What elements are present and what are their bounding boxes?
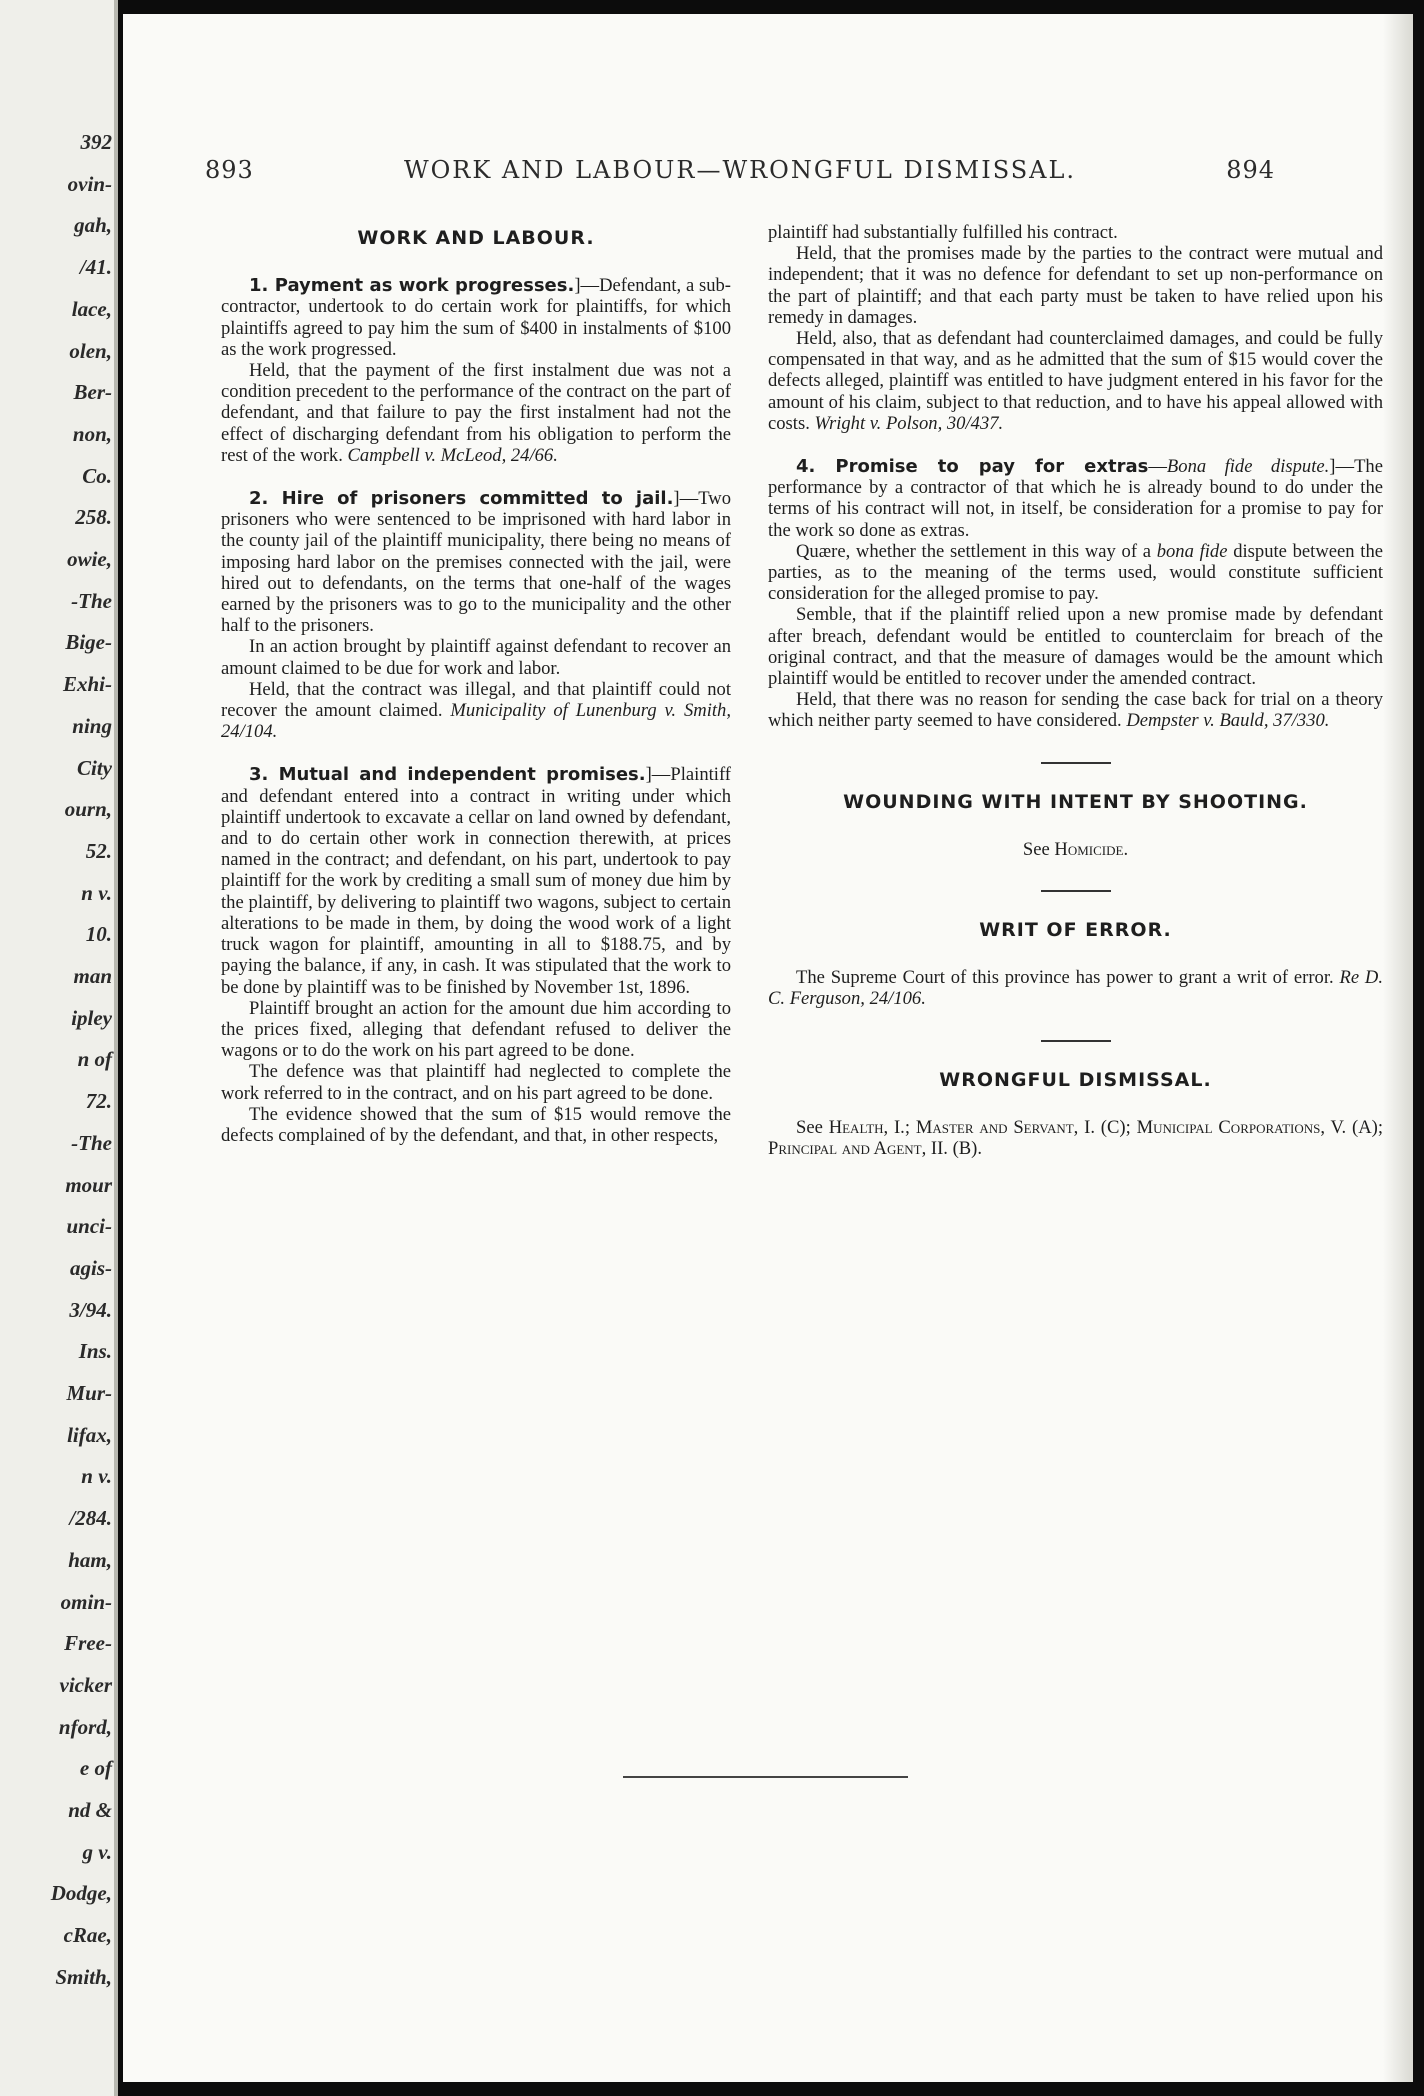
margin-fragment: owie, [67, 547, 112, 571]
margin-fragment: n v. [81, 880, 112, 905]
margin-fragment: Bige- [65, 630, 112, 655]
entry-3-text: ]—Plaintiff and defendant entered into a contract in writing under which plaintiff undertook to excavate a cellar on land owned by defendant, and to do certain other work in connection therewith, at prices named in the contract; and defendant, on his part, undertook to pay plaintiff for the work by crediting a small sum of money due him by the plaintiff, by delivering to plaintiff two wagons, subject to certain alterations to be made in them, by doing the wood work of a light truck wagon for plaintiff, amounting in all to $188.75, and by paying the balance, if any, in cash. It was stipulated that the work to be done by plaintiff was to be finished by November 1st, 1896. [221, 764, 731, 998]
entry-1 [221, 275, 731, 466]
quaere-b: dispute between the parties, as to the meaning of the terms used, would constitute sufficient consideration for the alleged promise to pay. [768, 540, 1383, 605]
margin-fragment: Exhi- [62, 672, 112, 697]
entry-3-citation: Wright v. Polson, 30/437. [814, 412, 1004, 434]
entry-2-lead [221, 488, 731, 636]
entry-1-heading: 1. Payment as work progresses. [249, 275, 575, 297]
wounding-see-also [768, 839, 1383, 860]
entry-3-held-2 [768, 328, 1383, 434]
margin-fragment: ipley [71, 1005, 112, 1030]
page-number-right: 894 [1226, 156, 1275, 184]
margin-fragment: ourn, [64, 797, 112, 822]
entry-1-lead [221, 275, 731, 360]
entry-3 [221, 764, 731, 1146]
running-head [205, 156, 1275, 196]
entry-2-citation: Municipality of Lunenburg v. Smith, 24/104. [221, 700, 731, 743]
margin-fragment: nford, [58, 1714, 112, 1739]
margin-fragment: e of [79, 1756, 112, 1781]
margin-fragment: /284. [69, 1506, 112, 1531]
entry-2-held-text: Held, that the contract was illegal, and that plaintiff could not recover the amount claimed. [221, 678, 731, 722]
entry-4-semble: Semble, that if the plaintiff relied upon a new promise made by defendant after breach, defendant would be entitled to counterclaim for breach of the original contract, and that the measure of damages would be the amount which plaintiff would be entitled to recover under the amended contract. [768, 604, 1383, 690]
entry-3-para-3: The defence was that plaintiff had neglected to complete the work referred to in the contract, and on his part agreed to be done. [221, 1061, 731, 1104]
margin-fragment: Ber- [73, 380, 112, 405]
running-title: WORK AND LABOUR—WRONGFUL DISMISSAL. [403, 156, 1077, 184]
writ-of-error-text [768, 967, 1383, 1009]
margin-fragment: mour [65, 1172, 112, 1197]
margin-fragment: -The [71, 1130, 112, 1155]
entry-4-lead [768, 456, 1383, 541]
entry-4-italic: Bona fide dispute. [1166, 456, 1330, 478]
margin-fragment: -The [71, 588, 112, 613]
entry-4-held [768, 689, 1383, 731]
margin-fragment: Ins. [78, 1339, 112, 1364]
entry-1-citation: Campbell v. McLeod, 24/66. [347, 444, 558, 466]
entry-3-heading: 3. Mutual and independent promises. [249, 764, 646, 786]
margin-fragment: Mur- [66, 1381, 112, 1405]
margin-fragment: cRae, [63, 1923, 112, 1948]
margin-fragment: Co. [82, 463, 112, 488]
page-number-left: 893 [205, 156, 254, 184]
section-title-wounding: WOUNDING WITH INTENT BY SHOOTING. [843, 790, 1308, 813]
margin-fragment: 3/94. [69, 1297, 112, 1322]
writ-citation: Re D. C. Ferguson, 24/106. [768, 967, 1383, 1010]
section-divider [1041, 762, 1111, 764]
margin-fragment: olen, [69, 338, 112, 363]
entry-4-quaere [768, 541, 1383, 605]
entry-1-text: ]—Defendant, a sub-contractor, undertook to do certain work for plaintiffs, for which plaintiffs agreed to pay him the sum of $400 in instalments of $100 as the work progressed. [221, 275, 731, 360]
margin-fragment: lifax, [67, 1422, 112, 1447]
margin-fragment: n v. [81, 1464, 112, 1489]
margin-fragment: 52. [85, 838, 112, 863]
end-rule [623, 1776, 908, 1778]
entry-2-para-2: In an action brought by plaintiff against defendant to recover an amount claimed to be due for work and labor. [221, 636, 731, 679]
margin-fragment: g v. [82, 1839, 112, 1864]
section-divider [1041, 1040, 1111, 1042]
margin-fragment: n of [77, 1047, 112, 1072]
entry-3-held-2-text: Held, also, that as defendant had counterclaimed damages, and could be fully compensated in that way, and as he admitted that the sum of $15 would cover the defects alleged, plaintiff was entitled to have judgment entered in his favor for the amount of his claim, subject to that reduction, and to have his appeal allowed with costs. [768, 328, 1383, 434]
entry-4 [768, 456, 1383, 732]
entry-1-held-text: Held, that the payment of the first instalment due was not a condition precedent to the performance of the contract on the part of defendant, and that failure to pay the first instalment had not the effect of discharging defendant from his obligation to perform the rest of the work. [221, 360, 731, 466]
section-title-writ-of-error: WRIT OF ERROR. [979, 919, 1172, 942]
entry-2-heading: 2. Hire of prisoners committed to jail. [249, 488, 674, 510]
margin-fragment: /41. [79, 255, 112, 280]
entry-4-held-text: Held, that there was no reason for sending the case back for trial on a theory which neither party seemed to have considered. [768, 689, 1383, 732]
margin-fragment: City [77, 755, 112, 780]
entry-3-para-2: Plaintiff brought an action for the amount due him according to the prices fixed, alleging that defendant refused to deliver the wagons or to do the work on his part agreed to be done. [221, 997, 731, 1062]
entry-4-heading: 4. Promise to pay for extras [796, 456, 1149, 478]
margin-fragment: 10. [85, 922, 112, 947]
quaere-italic: bona fide [1156, 540, 1228, 562]
entry-3-continuation: plaintiff had substantially fulfilled his contract. [768, 222, 1118, 243]
entry-3-para-4: The evidence showed that the sum of $15 would remove the defects complained of by the defendant, and that, in other respects, [221, 1103, 731, 1146]
section-title-wrongful-dismissal: WRONGFUL DISMISSAL. [939, 1068, 1212, 1091]
entry-2 [221, 488, 731, 742]
margin-fragment: omin- [60, 1589, 112, 1614]
margin-fragment: Free- [64, 1631, 112, 1656]
margin-fragment: unci- [66, 1214, 112, 1239]
entry-3-continued [768, 222, 1383, 434]
margin-fragment: gah, [74, 213, 112, 238]
section-title-work-and-labour: WORK AND LABOUR. [357, 227, 595, 249]
writ-text: The Supreme Court of this province has power to grant a writ of error. [796, 967, 1334, 989]
page [123, 14, 1413, 2082]
margin-fragment: 392 [80, 130, 112, 154]
see-label: See [796, 1116, 823, 1138]
margin-fragment: ham, [68, 1547, 112, 1572]
entry-3-held-1: Held, that the promises made by the parties to the contract were mutual and independent; that it was no defence for defendant to set up non-performance on the part of plaintiff; and that each party must be taken to have relied upon his remedy in damages. [768, 243, 1383, 328]
entry-4-citation: Dempster v. Bauld, 37/330. [1126, 710, 1330, 732]
margin-fragment: vicker [59, 1672, 112, 1697]
margin-fragment: nd & [68, 1798, 112, 1822]
entry-4-dash: — [1148, 456, 1167, 478]
left-column [221, 222, 731, 1168]
wrongful-see-also [768, 1117, 1383, 1159]
margin-fragment: ning [72, 713, 112, 738]
see-label: See [1022, 838, 1050, 860]
entry-4-text: ]—The performance by a contractor of that which he is already bound to do under the terms of his contract will not, in itself, be consideration for a promise to pay for the work so done as extras. [768, 456, 1383, 541]
entry-2-text: ]—Two prisoners who were sentenced to be imprisoned with hard labor in the county jail of the plaintiff municipality, there being no means of imposing hard labor on the premises connected with the jail, were hired out to defendants, on the terms that one-half of the wages earned by the prisoners was to go to the municipality and the other half to the prisoners. [221, 488, 731, 637]
margin-fragment: non, [72, 421, 112, 446]
right-column [768, 222, 1383, 1159]
margin-fragment: Smith, [55, 1964, 112, 1989]
margin-fragment: lace, [71, 296, 112, 321]
margin-fragment: 258. [75, 505, 112, 530]
margin-fragment: Dodge, [50, 1881, 112, 1906]
entry-2-held [221, 679, 731, 743]
adjacent-page-strip [0, 0, 118, 2096]
entry-3-lead [221, 764, 731, 997]
margin-fragment: man [73, 964, 112, 988]
page-edge [114, 0, 118, 2096]
page-shadow [1383, 14, 1413, 2082]
entry-1-held [221, 360, 731, 466]
see-references: Health, I.; Master and Servant, I. (C); Municipal Corporations, V. (A); Principal and Agent, II. (B). [768, 1116, 1383, 1160]
margin-fragment: 72. [85, 1089, 112, 1114]
see-reference: Homicide. [1054, 838, 1129, 860]
section-divider [1041, 890, 1111, 892]
margin-fragment: ovin- [67, 171, 112, 196]
margin-fragment: agis- [70, 1255, 112, 1280]
quaere-a: Quære, whether the settlement in this way of a [796, 540, 1157, 562]
